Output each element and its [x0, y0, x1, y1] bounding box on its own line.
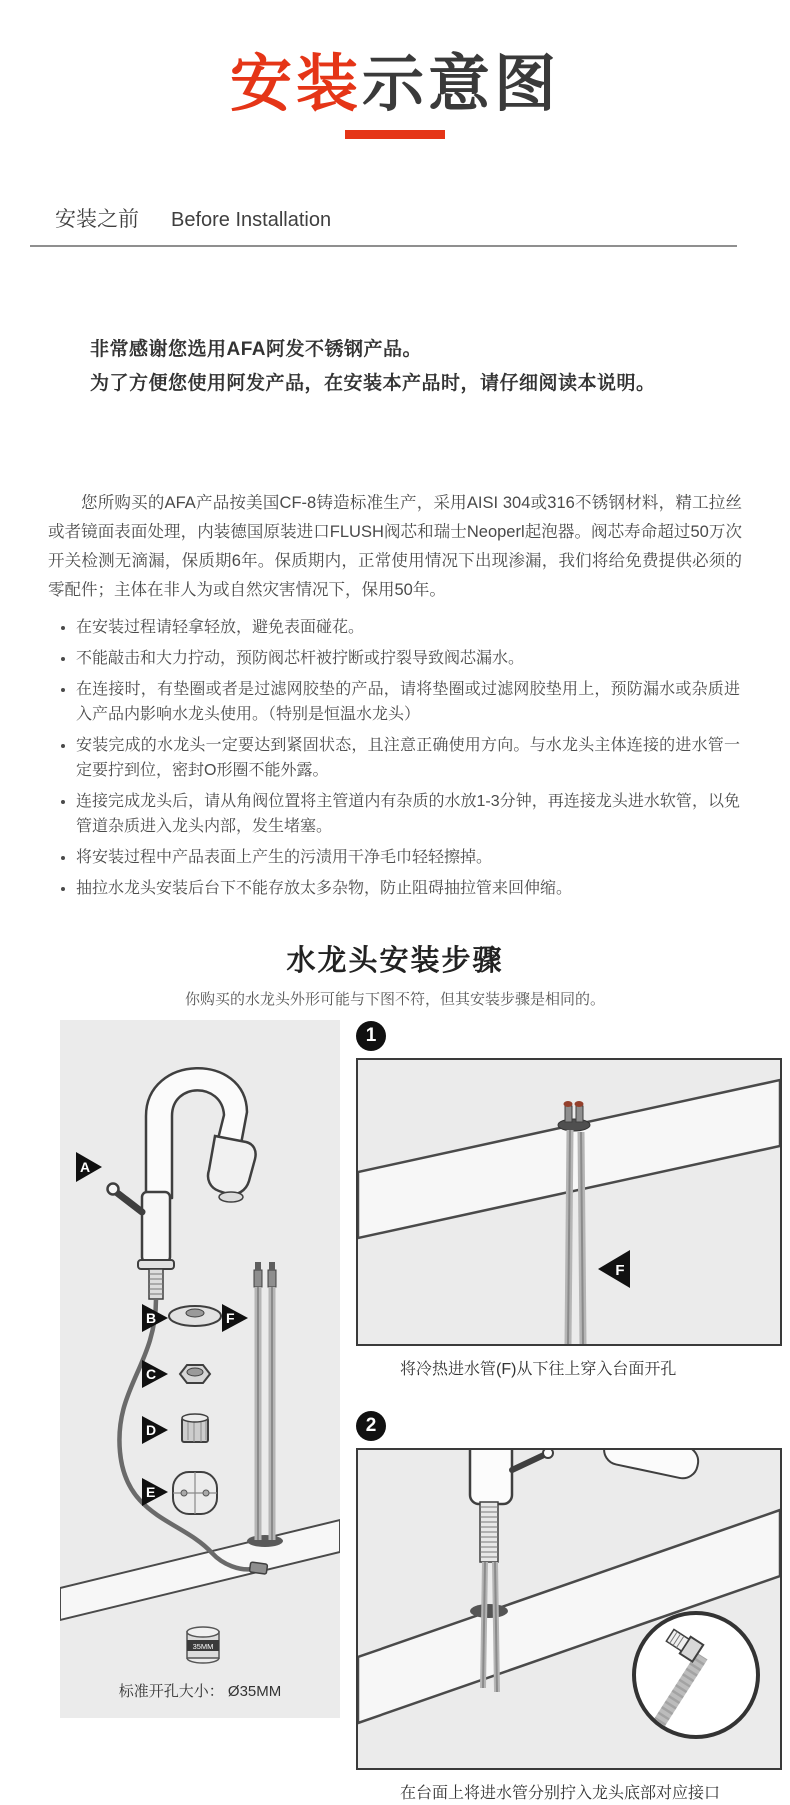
step-1-number-badge: 1 [356, 1021, 386, 1051]
svg-text:F: F [226, 1310, 235, 1326]
step-2-number-badge: 2 [356, 1411, 386, 1441]
note-item: • 连接完成龙头后，请从角阀位置将主管道内有杂质的水放1-3分钟，再连接龙头进水软管，以免管道杂质进入龙头内部，发生堵塞。 [76, 789, 740, 839]
intro-line-2: 为了方便您使用阿发产品，在安装本产品时，请仔细阅读本说明。 [90, 373, 656, 394]
note-item: • 安装完成的水龙头一定要达到紧固状态，且注意正确使用方向。与水龙头主体连接的进水管一定要拧到位，密封O形圈不能外露。 [76, 733, 740, 783]
page-title [0, 46, 790, 139]
faucet-base [470, 1450, 701, 1562]
part-label-C [142, 1360, 168, 1388]
part-label-E [142, 1478, 168, 1506]
step-2-caption: 在台面上将进水管分别拧入龙头底部对应接口 [400, 1785, 721, 1802]
hose-label-F [598, 1250, 630, 1288]
step-1-diagram-panel [356, 1058, 782, 1346]
svg-text:D: D [146, 1422, 157, 1438]
sprayer-head [208, 1136, 256, 1194]
intro-text [90, 333, 656, 401]
page-title-highlight: 安装 [229, 50, 362, 119]
step-1-caption: 将冷热进水管(F)从下往上穿入台面开孔 [400, 1361, 677, 1378]
hole-size-marking: 35MM [192, 1642, 214, 1651]
hole-size-caption: 标准开孔大小： Ø35MM [118, 1683, 282, 1700]
svg-text:B: B [146, 1310, 157, 1326]
faucet-parts-diagram-panel [60, 1020, 340, 1718]
step-1-drawing [358, 1060, 780, 1344]
before-heading-en: Before Installation [171, 209, 332, 231]
svg-text:E: E [146, 1484, 156, 1500]
step-2-drawing [358, 1450, 780, 1768]
step-2-diagram-panel [356, 1448, 782, 1770]
part-label-F [222, 1304, 248, 1332]
countertop-hole [247, 1535, 283, 1547]
product-description-paragraph: 您所购买的AFA产品按美国CF-8铸造标准生产，采用AISI 304或316不锈钢材料，精工拉丝或者镜面表面处理，内装德国原装进口FLUSH阀芯和瑞士Neoperl起泡器。阀芯寿命超过50万次开关检测无滴漏，保质期6年。保质期内，正常使用情况下出现渗漏，我们将给免费提供必须的零配件；主体在非人为或自然灾害情况下，保用50年。 [48, 494, 742, 599]
mounting-nut [180, 1365, 210, 1383]
faucet-handle [116, 1192, 142, 1212]
connection-detail-magnifier [634, 1613, 758, 1737]
hole-size-cylinder [187, 1627, 219, 1663]
faucet-body [142, 1192, 170, 1262]
supply-hoses [254, 1262, 276, 1540]
title-underline-bar [345, 130, 445, 139]
steps-section-subtitle: 你购买的水龙头外形可能与下图不符，但其安装步骤是相同的。 [184, 991, 605, 1008]
note-item: • 抽拉水龙头安装后台下不能存放太多杂物，防止阻碍抽拉管来回伸缩。 [76, 876, 740, 901]
countertop-hole [558, 1119, 590, 1131]
hose-weight [173, 1472, 217, 1514]
before-heading-zh: 安装之前 [55, 208, 139, 231]
steps-section-title: 水龙头安装步骤 [286, 945, 504, 977]
page-title-rest: 示意图 [362, 50, 561, 119]
installation-notes [58, 615, 740, 907]
note-item: • 不能敲击和大力拧动，预防阀芯杆被拧断或拧裂导致阀芯漏水。 [76, 646, 740, 671]
heading-divider [30, 245, 737, 247]
note-item: • 在安装过程请轻拿轻放，避免表面碰花。 [76, 615, 740, 640]
svg-text:C: C [146, 1366, 157, 1382]
connector-fitting [182, 1414, 208, 1442]
part-label-A [76, 1152, 102, 1182]
escutcheon-plate [169, 1306, 221, 1326]
intro-line-1: 非常感谢您选用AFA阿发不锈钢产品。 [90, 339, 423, 360]
faucet-exploded-drawing [60, 1020, 340, 1718]
part-label-D [142, 1416, 168, 1444]
note-item: • 在连接时，有垫圈或者是过滤网胶垫的产品，请将垫圈或过滤网胶垫用上，预防漏水或杂质进入产品内影响水龙头使用。（特别是恒温水龙头） [76, 677, 740, 727]
countertop-strip [60, 1520, 340, 1620]
countertop-hole [470, 1604, 508, 1618]
svg-text:F: F [615, 1262, 625, 1279]
svg-text:A: A [80, 1159, 91, 1175]
before-installation-heading [55, 203, 331, 233]
note-item: • 将安装过程中产品表面上产生的污渍用干净毛巾轻轻擦掉。 [76, 845, 740, 870]
